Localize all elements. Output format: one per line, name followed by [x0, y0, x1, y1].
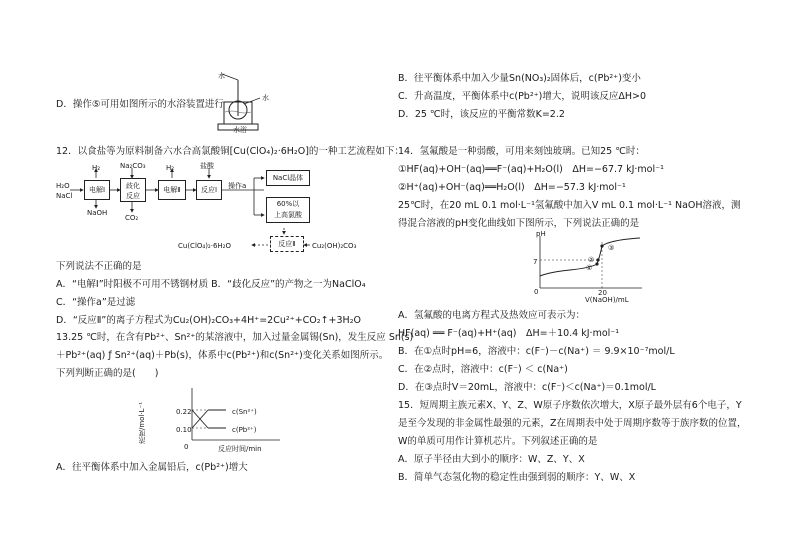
q14-point-3: ③ — [608, 244, 615, 252]
q15-option-b: B．简单气态氢化物的稳定性由强到弱的顺序：Y、W、X — [398, 472, 636, 483]
q14-condition-2: 得混合溶液的pH变化曲线如下图所示，下列说法正确的是 — [398, 218, 640, 229]
q13-pb-curve-label: c(Pb²⁺) — [232, 426, 257, 434]
q14-stem: 14．氢氟酸是一种弱酸，可用来刻蚀玻璃。已知25 ℃时： — [398, 146, 645, 157]
q13-x-axis-label: 反应时间/min — [218, 445, 262, 453]
flow-cu-reactant: Cu₂(OH)₂CO₃ — [312, 242, 357, 250]
q14-origin: 0 — [534, 288, 539, 296]
q12-stem: 12．以食盐等为原料制备六水合高氯酸铜[Cu(ClO₄)₂·6H₂O]的一种工艺流程如下： — [56, 146, 404, 157]
apparatus-side-label: 水 — [262, 94, 269, 102]
q13-line-1: 13.25 ℃时，在含有Pb²⁺、Sn²⁺的某溶液中，加入过量金属锡(Sn)，发生反应 Sn(s) — [56, 332, 414, 343]
flow-h2-b: H₂ — [166, 164, 175, 172]
flow-product: Cu(ClO₄)₂·6H₂O — [178, 242, 231, 250]
flow-reaction-2: 反应Ⅱ — [270, 236, 304, 252]
q12-option-c: C．“操作a”是过滤 — [56, 297, 136, 308]
q15-stem-1: 15．短周期主族元素X、Y、Z、W原子序数依次增大，X原子最外层有6个电子，Y — [398, 400, 742, 411]
flow-input-h2o: H₂O — [56, 182, 70, 190]
q13-tick-low: 0.10 — [176, 426, 192, 434]
apparatus-bath-label: 水浴 — [233, 126, 247, 134]
flow-perchloric-acid: 60%以 上高氯酸 — [266, 197, 310, 223]
flow-disproportion: 歧化 反应 — [120, 178, 146, 202]
q12-option-ab: A．“电解Ⅰ”时阳极不可用不锈钢材质 B．“歧化反应”的产物之一为NaClO₄ — [56, 279, 366, 290]
q14-condition-1: 25℃时，在20 mL 0.1 mol·L⁻¹氢氟酸中加入V mL 0.1 mol·L⁻¹ NaOH溶液，测 — [398, 200, 741, 211]
q13-tick-high: 0.22 — [176, 408, 192, 416]
q14-option-d: D．在③点时V＝20mL，溶液中：c(F⁻)＜c(Na⁺)＝0.1mol/L — [398, 382, 656, 393]
q14-option-c: C．在②点时，溶液中：c(F⁻) ＜ c(Na⁺) — [398, 364, 568, 375]
q14-option-a-line-2: HF(aq) ══ F⁻(aq)+H⁺(aq) ΔH=＋10.4 kJ·mol⁻¹ — [398, 328, 620, 339]
q14-equation-2: ②H⁺(aq)+OH⁻(aq)══H₂O(l) ΔH=−57.3 kJ·mol⁻¹ — [398, 182, 626, 193]
q14-ph-label: pH — [536, 230, 546, 238]
q14-point-2: ② — [588, 256, 595, 264]
flow-h2-a: H₂ — [92, 164, 101, 172]
q14-x-tick-20: 20 — [598, 289, 607, 297]
q14-option-b: B．在①点时pH=6，溶液中：c(F⁻)－c(Na⁺) ＝ 9.9×10⁻⁷mol/L — [398, 346, 675, 357]
q13-sn-curve-label: c(Sn²⁺) — [232, 408, 257, 416]
q13-y-axis-label: 浓度/mol·L⁻¹ — [138, 401, 146, 444]
q14-ph-7-tick: 7 — [533, 258, 538, 266]
q13-line-3: 下列判断正确的是( ) — [56, 368, 159, 379]
q14-point-1: ① — [586, 264, 593, 272]
flow-nacl-crystal: NaCl晶体 — [266, 170, 310, 186]
flow-co2: CO₂ — [125, 214, 139, 222]
q13-option-c: C．升高温度，平衡体系中c(Pb²⁺)增大，说明该反应ΔH>0 — [398, 91, 646, 102]
q11-option-d: D．操作⑤可用如图所示的水浴装置进行 — [56, 99, 224, 110]
q13-option-b: B．往平衡体系中加入少量Sn(NO₃)₂固体后，c(Pb²⁺)变小 — [398, 73, 641, 84]
q14-x-axis-label: V(NaOH)/mL — [585, 296, 629, 304]
q12-prompt: 下列说法不正确的是 — [56, 261, 142, 272]
flow-electrolysis-1: 电解Ⅰ — [84, 180, 110, 200]
flow-na2co3: Na₂CO₃ — [120, 162, 146, 170]
q13-option-a: A．往平衡体系中加入金属铅后，c(Pb²⁺)增大 — [56, 462, 248, 473]
q13-line-2: ＋Pb²⁺(aq) ƒ Sn²⁺(aq)＋Pb(s)，体系中c(Pb²⁺)和c(Sn²⁺)变化关系如图所示。 — [56, 350, 389, 361]
q13-origin: 0 — [184, 443, 189, 451]
flow-hcl: 盐酸 — [200, 162, 214, 170]
q15-stem-2: 是至今发现的非金属性最强的元素，Z在周期表中处于周期序数等于族序数的位置， — [398, 418, 747, 429]
q14-option-a-line-1: A．氢氟酸的电离方程式及热效应可表示为： — [398, 310, 585, 321]
flow-input-nacl: NaCl — [56, 192, 73, 200]
q15-option-a: A．原子半径由大到小的顺序：W、Z、Y、X — [398, 454, 585, 465]
flow-naoh: NaOH — [87, 209, 108, 217]
q15-stem-3: W的单质可用作计算机芯片。下列叙述正确的是 — [398, 436, 598, 447]
flow-operation-a: 操作a — [228, 182, 247, 190]
flow-reaction-1: 反应Ⅰ — [196, 180, 222, 200]
q12-option-d: D．“反应Ⅱ”的离子方程式为Cu₂(OH)₂CO₃+4H⁺=2Cu²⁺+CO₂↑+3H₂O — [56, 315, 361, 326]
flow-electrolysis-2: 电解Ⅱ — [158, 180, 186, 200]
q13-option-d: D．25 ℃时，该反应的平衡常数K=2.2 — [398, 109, 565, 120]
q14-equation-1: ①HF(aq)+OH⁻(aq)══F⁻(aq)+H₂O(l) ΔH=−67.7 kJ·mol⁻¹ — [398, 164, 664, 175]
apparatus-top-label: 水 — [218, 72, 225, 80]
